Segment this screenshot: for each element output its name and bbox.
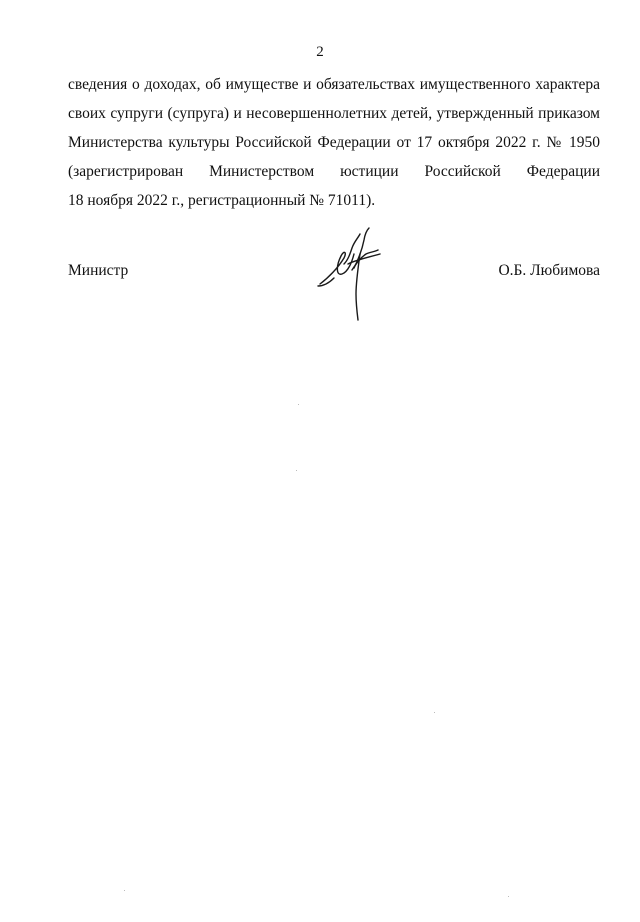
- body-paragraph: [68, 70, 600, 215]
- signer-position: Министр: [68, 262, 129, 279]
- scan-speck: [296, 470, 297, 471]
- scan-speck: [298, 404, 299, 405]
- scan-speck: [508, 896, 509, 897]
- body-line-3: Министерства культуры Российской Федерации от 17 октября 2022 г. № 1950: [68, 134, 600, 151]
- body-line-4: (зарегистрирован Министерством юстиции Российской Федерации: [68, 163, 600, 180]
- scan-speck: [434, 712, 435, 713]
- handwritten-signature: [314, 224, 386, 324]
- body-line-5: 18 ноября 2022 г., регистрационный № 71011).: [68, 192, 376, 209]
- page-number: 2: [316, 44, 324, 60]
- scan-speck: [124, 890, 125, 891]
- body-line-2: своих супруги (супруга) и несовершеннолетних детей, утвержденный приказом: [68, 105, 600, 122]
- body-line-1: сведения о доходах, об имуществе и обязательствах имущественного характера: [68, 76, 600, 93]
- signer-name: О.Б. Любимова: [498, 262, 600, 279]
